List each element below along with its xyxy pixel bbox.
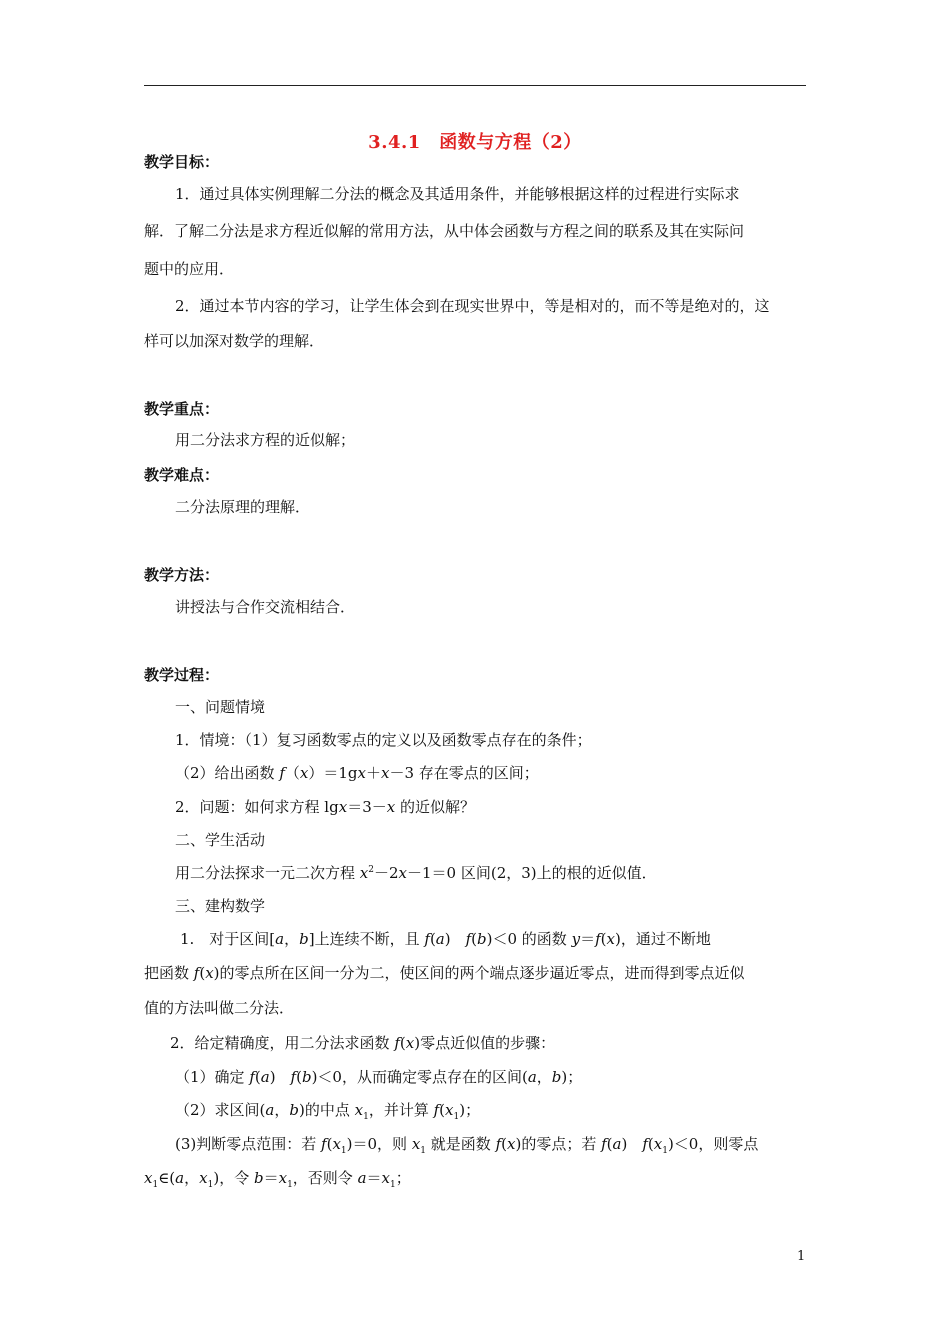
focus-text: 用二分法求方程的近似解； (175, 431, 356, 449)
difficulty-text: 二分法原理的理解． (175, 498, 311, 516)
step-1: （1）确定 f(a) f(b)＜0，从而确定零点存在的区间(a，b)； (175, 1068, 583, 1086)
page-number: 1 (797, 1249, 806, 1264)
definition-line-3: 值的方法叫做二分法． (144, 999, 295, 1017)
section-problem: 一、问题情境 (175, 698, 266, 716)
definition-line-1: 1. 对于区间[a，b]上连续不断，且 f(a) f(b)＜0 的函数 y＝f(x)，通过不断地 (180, 930, 711, 948)
header-rule (144, 85, 806, 86)
difficulty-heading: 教学难点： (144, 466, 220, 484)
method-text: 讲授法与合作交流相结合． (175, 598, 356, 616)
step-2: （2）求区间(a，b)的中点 $x_1$，并计算 $f(x_1)$； (175, 1101, 481, 1122)
method-heading: 教学方法： (144, 566, 220, 584)
step-3-continued: $x_1\in(a$，$x_1$)，令 $b=x_1$，否则令 $a=x_1$； (144, 1169, 411, 1190)
steps-intro: 2．给定精确度，用二分法求函数 f(x)零点近似值的步骤： (170, 1034, 556, 1052)
goals-line-4: 2．通过本节内容的学习，让学生体会到在现实世界中，等是相对的，而不等是绝对的，这 (175, 297, 770, 315)
goals-line-2: 解．了解二分法是求方程近似解的常用方法，从中体会函数与方程之间的联系及其在实际问 (144, 222, 745, 240)
focus-heading: 教学重点： (144, 400, 220, 418)
step-3: (3)判断零点范围：若 $f(x_1)=0$，则 $x_1$ 就是函数 f(x)的零点；若 f(a) $f(x_1)<0$，则零点 (175, 1135, 759, 1156)
problem-item-1: 1．情境：（1）复习函数零点的定义以及函数零点存在的条件； (175, 731, 592, 749)
goals-line-1: 1．通过具体实例理解二分法的概念及其适用条件，并能够根据这样的过程进行实际求 (175, 185, 740, 203)
process-heading: 教学过程： (144, 666, 220, 684)
goals-line-5: 样可以加深对数学的理解． (144, 332, 325, 350)
page-title: 3.4.1 函数与方程（2） (368, 132, 582, 153)
section-activity: 二、学生活动 (175, 831, 266, 849)
problem-question: 2．问题：如何求方程 lgx＝3－x 的近似解？ (175, 798, 475, 816)
problem-item-2: （2）给出函数 f（x）＝1gx＋x－3 存在零点的区间； (175, 764, 539, 782)
activity-text: 用二分法探求一元二次方程 $x^2-2x-1=0$ 区间(2，3)上的根的近似值． (175, 864, 657, 882)
goals-heading: 教学目标： (144, 153, 220, 171)
definition-line-2: 把函数 f(x)的零点所在区间一分为二，使区间的两个端点逐步逼近零点，进而得到零点近似 (144, 964, 745, 982)
section-construct: 三、建构数学 (175, 897, 266, 915)
goals-line-3: 题中的应用． (144, 260, 235, 278)
